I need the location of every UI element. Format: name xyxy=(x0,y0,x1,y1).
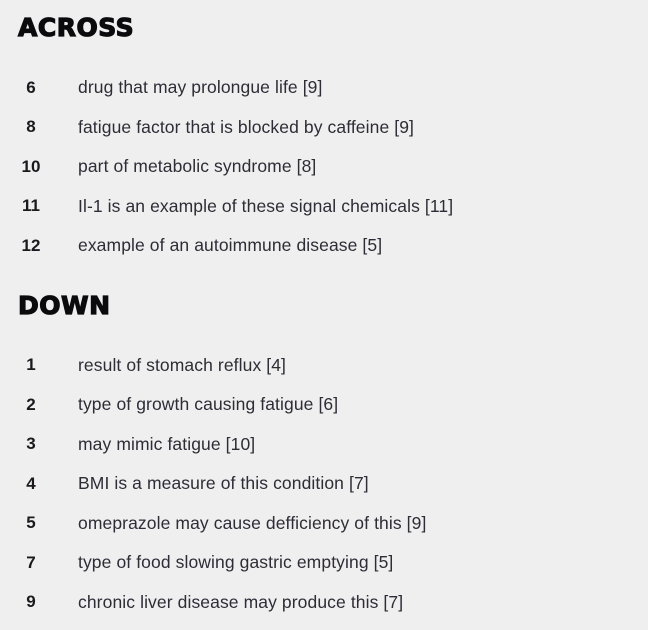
across-heading: ACROSS xyxy=(18,13,135,42)
clue-row xyxy=(18,583,628,623)
clue-text: may mimic fatigue [10] xyxy=(78,433,256,454)
clue-row xyxy=(18,147,628,187)
clue-number: 3 xyxy=(26,434,36,454)
clue-number: 1 xyxy=(26,355,36,375)
clue-number: 7 xyxy=(26,552,36,572)
clue-row xyxy=(18,425,628,465)
clue-text: fatigue factor that is blocked by caffeine [9] xyxy=(78,116,415,137)
clue-row xyxy=(18,187,628,227)
down-section xyxy=(18,292,628,623)
clue-text: drug that may prolongue life [9] xyxy=(78,77,323,98)
down-heading: DOWN xyxy=(18,290,111,320)
clue-row xyxy=(18,464,628,504)
across-clue-list xyxy=(18,68,628,266)
clue-text: example of an autoimmune disease [5] xyxy=(78,235,383,256)
clue-number: 9 xyxy=(26,592,36,612)
clue-number: 5 xyxy=(26,513,36,533)
clue-row xyxy=(18,108,628,148)
clue-text: result of stomach reflux [4] xyxy=(78,354,287,375)
clue-text: Il-1 is an example of these signal chemicals [11] xyxy=(78,195,454,216)
clue-number: 6 xyxy=(26,77,36,97)
clue-row xyxy=(18,385,628,425)
clue-text: part of metabolic syndrome [8] xyxy=(78,156,317,177)
across-section xyxy=(18,14,628,266)
clue-number: 10 xyxy=(21,156,41,176)
clue-row xyxy=(18,504,628,544)
clue-number: 8 xyxy=(26,117,36,137)
clue-number: 4 xyxy=(26,473,36,493)
clue-number: 2 xyxy=(26,394,36,414)
clue-row xyxy=(18,68,628,108)
clue-number: 12 xyxy=(21,235,41,255)
clue-text: omeprazole may cause defficiency of this [9] xyxy=(78,512,427,533)
clue-row xyxy=(18,543,628,583)
clue-text: type of food slowing gastric emptying [5] xyxy=(78,552,394,573)
clue-text: BMI is a measure of this condition [7] xyxy=(78,473,369,494)
clue-row xyxy=(18,346,628,386)
clue-text: type of growth causing fatigue [6] xyxy=(78,394,339,415)
clue-number: 11 xyxy=(22,196,40,216)
clue-row xyxy=(18,226,628,266)
down-clue-list xyxy=(18,346,628,623)
clue-text: chronic liver disease may produce this [7] xyxy=(78,591,404,612)
